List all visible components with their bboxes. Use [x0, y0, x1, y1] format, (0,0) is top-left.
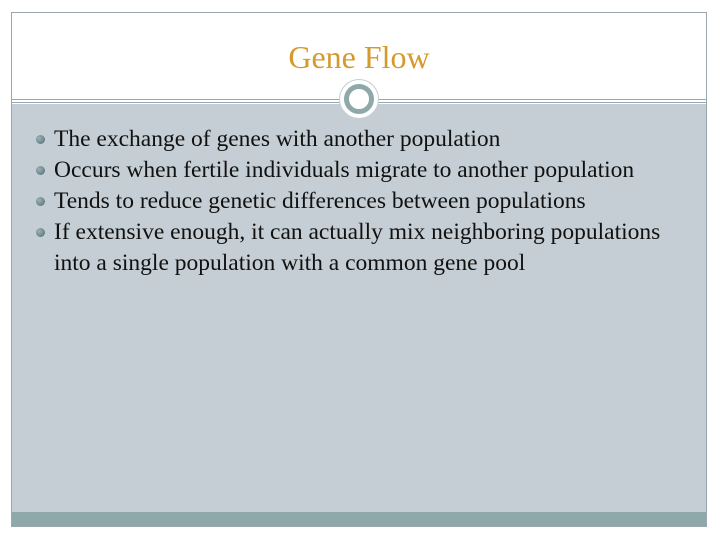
- bullet-item: [34, 217, 689, 279]
- content-area: [12, 104, 706, 512]
- ring-ornament-inner: [344, 84, 374, 114]
- round-bullet-icon: [36, 228, 45, 237]
- bullet-item: [34, 186, 689, 217]
- bullet-text: If extensive enough, it can actually mix neighboring populations into a single population with a common gene pool: [54, 219, 661, 276]
- round-bullet-icon: [36, 135, 45, 144]
- slide-frame: [11, 12, 707, 527]
- bullet-item: [34, 124, 689, 155]
- slide-title: Gene Flow: [288, 39, 430, 75]
- round-bullet-icon: [36, 166, 45, 175]
- round-bullet-icon: [36, 197, 45, 206]
- bullet-text: The exchange of genes with another population: [54, 126, 501, 152]
- ring-ornament-icon: [339, 79, 379, 119]
- bullet-list: [34, 124, 689, 279]
- bullet-text: Occurs when fertile individuals migrate to another population: [54, 157, 635, 183]
- footer-bar: [12, 512, 706, 526]
- bullet-text: Tends to reduce genetic differences between populations: [54, 188, 586, 214]
- bullet-item: [34, 155, 689, 186]
